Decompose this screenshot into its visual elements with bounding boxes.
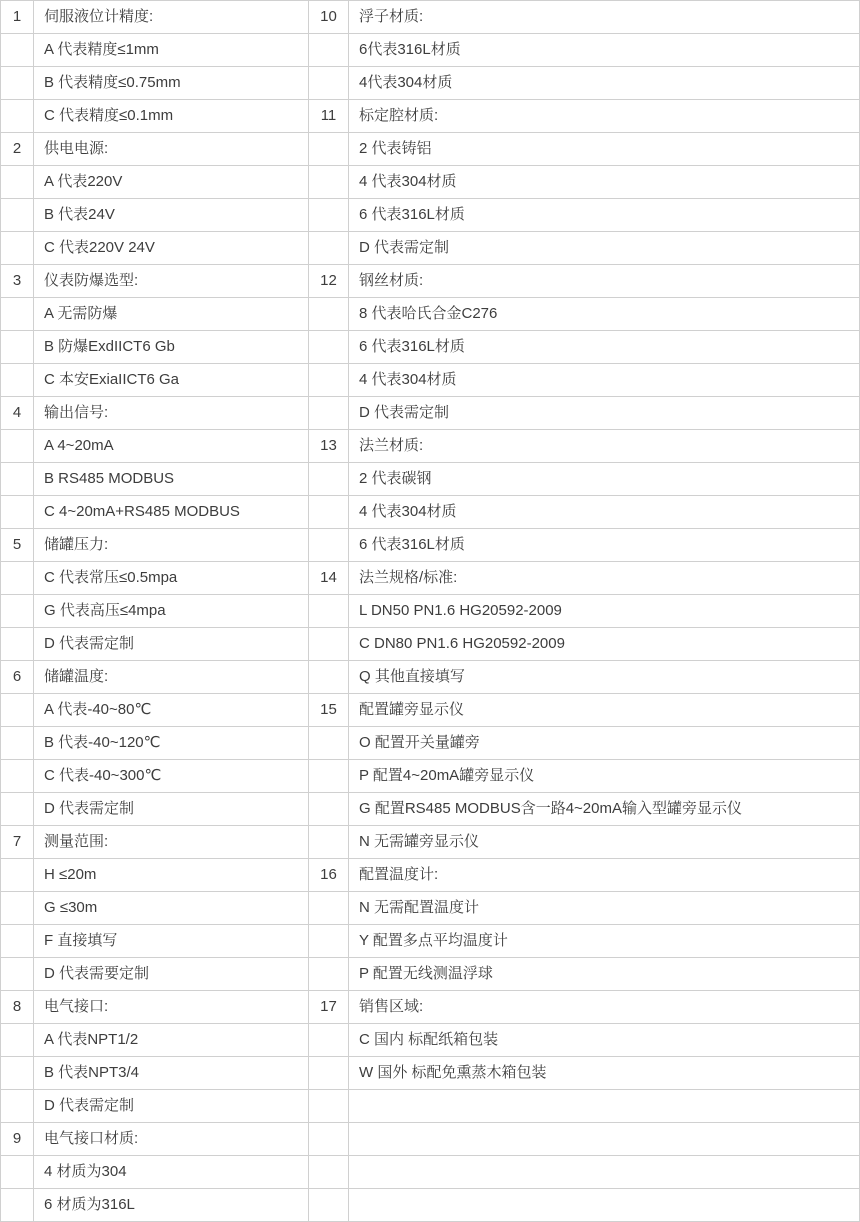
left-row-number-cell: [1, 727, 34, 760]
right-row-text-cell: P 配置无线测温浮球: [349, 958, 860, 991]
right-row-number-cell: [309, 199, 349, 232]
left-row-number-cell: [1, 562, 34, 595]
left-row-text-cell: 输出信号:: [34, 397, 309, 430]
right-row-text-cell: 钢丝材质:: [349, 265, 860, 298]
left-row-number-cell: [1, 760, 34, 793]
right-row-text-cell: 4 代表304材质: [349, 166, 860, 199]
right-row-text-cell: [349, 1156, 860, 1189]
right-row-number-cell: [309, 463, 349, 496]
right-row-text-cell: Y 配置多点平均温度计: [349, 925, 860, 958]
left-row-number-cell: [1, 1057, 34, 1090]
left-row-text-cell: 伺服液位计精度:: [34, 1, 309, 34]
right-row-text-cell: D 代表需定制: [349, 232, 860, 265]
right-row-number-cell: [309, 34, 349, 67]
right-row-number-cell: [309, 958, 349, 991]
right-row-number-cell: [309, 793, 349, 826]
right-row-text-cell: 6 代表316L材质: [349, 331, 860, 364]
left-row-number-cell: [1, 1024, 34, 1057]
right-row-number-cell: 14: [309, 562, 349, 595]
right-row-number-cell: [309, 925, 349, 958]
left-row-number-cell: [1, 892, 34, 925]
left-row-number-cell: 2: [1, 133, 34, 166]
left-row-text-cell: A 代表精度≤1mm: [34, 34, 309, 67]
left-row-number-cell: [1, 100, 34, 133]
right-row-text-cell: 2 代表铸铝: [349, 133, 860, 166]
left-row-text-cell: 测量范围:: [34, 826, 309, 859]
right-row-text-cell: 6 代表316L材质: [349, 199, 860, 232]
right-row-number-cell: [309, 1156, 349, 1189]
left-row-number-cell: [1, 793, 34, 826]
right-row-number-cell: [309, 166, 349, 199]
left-row-text-cell: 4 材质为304: [34, 1156, 309, 1189]
right-row-text-cell: 销售区域:: [349, 991, 860, 1024]
left-row-text-cell: A 代表-40~80℃: [34, 694, 309, 727]
right-row-number-cell: [309, 397, 349, 430]
right-row-number-cell: [309, 760, 349, 793]
right-row-text-cell: D 代表需定制: [349, 397, 860, 430]
left-row-number-cell: 9: [1, 1123, 34, 1156]
right-row-text-cell: 6 代表316L材质: [349, 529, 860, 562]
left-row-number-cell: [1, 463, 34, 496]
left-row-text-cell: 储罐压力:: [34, 529, 309, 562]
left-row-text-cell: B 代表NPT3/4: [34, 1057, 309, 1090]
right-row-text-cell: N 无需配置温度计: [349, 892, 860, 925]
right-row-text-cell: W 国外 标配免熏蒸木箱包装: [349, 1057, 860, 1090]
left-row-number-cell: [1, 694, 34, 727]
right-row-number-cell: [309, 298, 349, 331]
right-row-number-cell: [309, 892, 349, 925]
left-row-text-cell: F 直接填写: [34, 925, 309, 958]
left-row-number-cell: [1, 166, 34, 199]
left-row-number-cell: 5: [1, 529, 34, 562]
right-row-number-cell: [309, 1189, 349, 1222]
left-row-text-cell: 电气接口材质:: [34, 1123, 309, 1156]
right-row-number-cell: [309, 133, 349, 166]
left-row-text-cell: B 代表24V: [34, 199, 309, 232]
right-row-number-cell: 12: [309, 265, 349, 298]
right-row-number-cell: [309, 1090, 349, 1123]
left-row-number-cell: [1, 199, 34, 232]
left-row-number-cell: [1, 1156, 34, 1189]
left-row-text-cell: C 4~20mA+RS485 MODBUS: [34, 496, 309, 529]
left-row-number-cell: [1, 364, 34, 397]
left-row-text-cell: D 代表需定制: [34, 793, 309, 826]
right-row-text-cell: 法兰规格/标准:: [349, 562, 860, 595]
right-row-number-cell: [309, 529, 349, 562]
left-row-text-cell: D 代表需要定制: [34, 958, 309, 991]
right-row-text-cell: [349, 1123, 860, 1156]
right-row-text-cell: [349, 1189, 860, 1222]
right-row-text-cell: 配置温度计:: [349, 859, 860, 892]
right-row-number-cell: [309, 727, 349, 760]
right-row-text-cell: 6代表316L材质: [349, 34, 860, 67]
left-row-number-cell: [1, 298, 34, 331]
left-row-text-cell: D 代表需定制: [34, 628, 309, 661]
right-row-text-cell: 4 代表304材质: [349, 496, 860, 529]
right-row-text-cell: L DN50 PN1.6 HG20592-2009: [349, 595, 860, 628]
left-row-number-cell: [1, 34, 34, 67]
left-row-text-cell: D 代表需定制: [34, 1090, 309, 1123]
left-row-number-cell: 7: [1, 826, 34, 859]
left-row-number-cell: [1, 925, 34, 958]
left-row-number-cell: [1, 67, 34, 100]
left-row-text-cell: B RS485 MODBUS: [34, 463, 309, 496]
left-row-number-cell: 1: [1, 1, 34, 34]
left-row-text-cell: A 代表NPT1/2: [34, 1024, 309, 1057]
right-row-text-cell: Q 其他直接填写: [349, 661, 860, 694]
left-row-number-cell: [1, 430, 34, 463]
right-row-text-cell: P 配置4~20mA罐旁显示仪: [349, 760, 860, 793]
left-row-text-cell: G ≤30m: [34, 892, 309, 925]
left-row-text-cell: A 无需防爆: [34, 298, 309, 331]
right-row-number-cell: 10: [309, 1, 349, 34]
left-row-number-cell: [1, 1189, 34, 1222]
left-row-text-cell: 电气接口:: [34, 991, 309, 1024]
left-row-number-cell: 4: [1, 397, 34, 430]
right-row-number-cell: [309, 232, 349, 265]
left-row-number-cell: [1, 859, 34, 892]
right-row-number-cell: [309, 628, 349, 661]
right-row-number-cell: [309, 1123, 349, 1156]
right-row-number-cell: [309, 1024, 349, 1057]
left-row-text-cell: C 本安ExiaIICT6 Ga: [34, 364, 309, 397]
right-row-text-cell: 浮子材质:: [349, 1, 860, 34]
right-row-text-cell: 4 代表304材质: [349, 364, 860, 397]
right-row-number-cell: [309, 364, 349, 397]
left-row-number-cell: [1, 331, 34, 364]
right-row-text-cell: 4代表304材质: [349, 67, 860, 100]
right-row-text-cell: O 配置开关量罐旁: [349, 727, 860, 760]
right-row-text-cell: C 国内 标配纸箱包装: [349, 1024, 860, 1057]
left-row-text-cell: B 防爆ExdIICT6 Gb: [34, 331, 309, 364]
left-row-text-cell: C 代表常压≤0.5mpa: [34, 562, 309, 595]
left-row-number-cell: [1, 496, 34, 529]
left-row-text-cell: C 代表-40~300℃: [34, 760, 309, 793]
right-row-number-cell: 16: [309, 859, 349, 892]
left-row-number-cell: [1, 628, 34, 661]
left-row-text-cell: C 代表220V 24V: [34, 232, 309, 265]
right-row-number-cell: [309, 826, 349, 859]
right-row-text-cell: 配置罐旁显示仪: [349, 694, 860, 727]
right-row-text-cell: C DN80 PN1.6 HG20592-2009: [349, 628, 860, 661]
left-row-number-cell: [1, 958, 34, 991]
right-row-text-cell: 8 代表哈氏合金C276: [349, 298, 860, 331]
right-row-number-cell: [309, 67, 349, 100]
right-row-text-cell: N 无需罐旁显示仪: [349, 826, 860, 859]
right-row-text-cell: [349, 1090, 860, 1123]
right-row-text-cell: G 配置RS485 MODBUS含一路4~20mA输入型罐旁显示仪: [349, 793, 860, 826]
left-row-number-cell: 3: [1, 265, 34, 298]
right-row-number-cell: [309, 496, 349, 529]
right-row-number-cell: [309, 661, 349, 694]
right-row-text-cell: 标定腔材质:: [349, 100, 860, 133]
left-row-number-cell: 6: [1, 661, 34, 694]
right-row-number-cell: [309, 595, 349, 628]
right-row-number-cell: 13: [309, 430, 349, 463]
left-row-number-cell: [1, 232, 34, 265]
right-row-text-cell: 2 代表碳钢: [349, 463, 860, 496]
left-row-text-cell: 供电电源:: [34, 133, 309, 166]
left-row-text-cell: A 代表220V: [34, 166, 309, 199]
left-row-text-cell: 6 材质为316L: [34, 1189, 309, 1222]
left-row-text-cell: B 代表精度≤0.75mm: [34, 67, 309, 100]
left-row-number-cell: 8: [1, 991, 34, 1024]
left-row-text-cell: B 代表-40~120℃: [34, 727, 309, 760]
right-row-number-cell: 11: [309, 100, 349, 133]
left-row-text-cell: G 代表高压≤4mpa: [34, 595, 309, 628]
right-row-number-cell: 15: [309, 694, 349, 727]
left-row-text-cell: C 代表精度≤0.1mm: [34, 100, 309, 133]
left-row-text-cell: H ≤20m: [34, 859, 309, 892]
left-row-number-cell: [1, 595, 34, 628]
right-row-number-cell: 17: [309, 991, 349, 1024]
left-row-text-cell: 储罐温度:: [34, 661, 309, 694]
right-row-number-cell: [309, 331, 349, 364]
right-row-number-cell: [309, 1057, 349, 1090]
right-row-text-cell: 法兰材质:: [349, 430, 860, 463]
left-row-number-cell: [1, 1090, 34, 1123]
left-row-text-cell: 仪表防爆选型:: [34, 265, 309, 298]
left-row-text-cell: A 4~20mA: [34, 430, 309, 463]
